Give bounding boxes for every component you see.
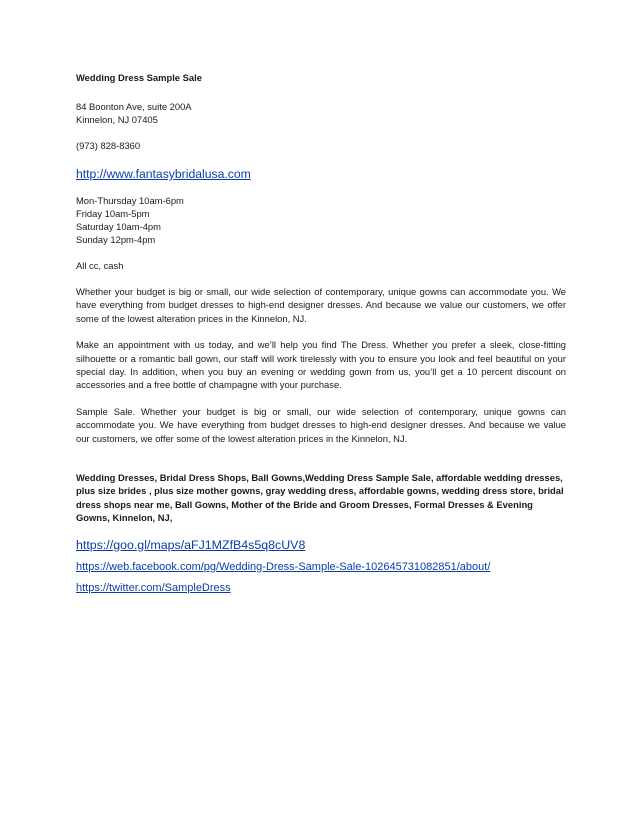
links-section [76, 537, 566, 596]
address-line-1: 84 Boonton Ave, suite 200A [76, 101, 192, 112]
business-hours [76, 194, 566, 246]
document-title: Wedding Dress Sample Sale [76, 72, 202, 83]
paragraph-sample-sale: Sample Sale. Whether your budget is big or small, our wide selection of contemporary, unique gowns can accommodate you. We have everything from budget dresses to high-end designer dresses. And because we value our customers, we offer some of the lowest alteration prices in the Kinnelon, NJ. [76, 405, 566, 444]
hours-line: Saturday 10am-4pm [76, 221, 161, 232]
document-page [76, 72, 566, 602]
phone-number: (973) 828-8360 [76, 140, 141, 151]
hours-line: Friday 10am-5pm [76, 208, 150, 219]
facebook-link[interactable]: https://web.facebook.com/pg/Wedding-Dress-Sample-Sale-102645731082851/about/ [76, 560, 491, 573]
address-line-2: Kinnelon, NJ 07405 [76, 114, 158, 125]
keywords-paragraph: Wedding Dresses, Bridal Dress Shops, Ball Gowns,Wedding Dress Sample Sale, affordable wedding dresses, plus size brides , plus size mother gowns, gray wedding dress, affordable gowns, wedding dress store, bridal dress shops near me, Ball Gowns, Mother of the Bride and Groom Dresses, Formal Dresses & Evening Gowns, Kinnelon, NJ, [76, 472, 564, 524]
hours-line: Mon-Thursday 10am-6pm [76, 195, 184, 206]
website-link[interactable]: http://www.fantasybridalusa.com [76, 167, 251, 181]
hours-line: Sunday 12pm-4pm [76, 234, 156, 245]
address-block [76, 100, 566, 126]
twitter-link[interactable]: https://twitter.com/SampleDress [76, 581, 231, 594]
paragraph-appointment: Make an appointment with us today, and we’ll help you find The Dress. Whether you prefer a sleek, close-fitting silhouette or a romantic ball gown, our staff will work tirelessly with you to ensure you look and feel beautiful on your special day. In addition, when you buy an evening or wedding gown from us, you’ll get a 10 percent discount on accessories and a free bottle of champagne with your purchase. [76, 339, 566, 391]
paragraph-budget: Whether your budget is big or small, our wide selection of contemporary, unique gowns can accommodate you. We have everything from budget dresses to high-end designer dresses. And because we value our customers, we offer some of the lowest alteration prices in the Kinnelon, NJ. [76, 286, 566, 324]
google-maps-link[interactable]: https://goo.gl/maps/aFJ1MZfB4s5q8cUV8 [76, 537, 306, 552]
payment-methods: All cc, cash [76, 260, 124, 271]
